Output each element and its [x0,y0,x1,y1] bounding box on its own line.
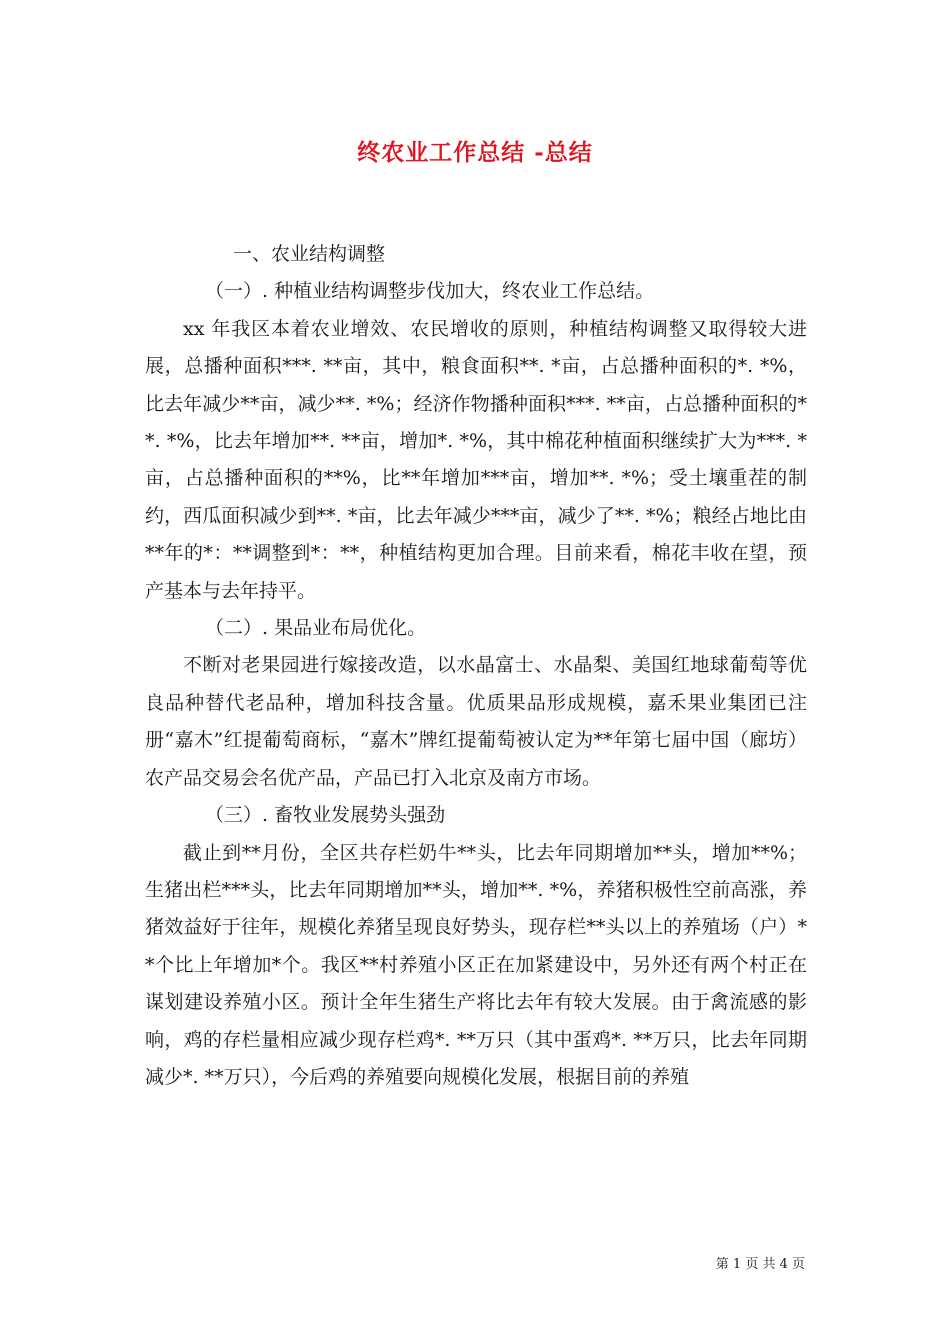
body-paragraph: 不断对老果园进行嫁接改造，以水晶富士、水晶梨、美国红地球葡萄等优良品种替代老品种，增加科技含量。优质果品形成规模，嘉禾果业集团已注册“嘉木”红提葡萄商标，“嘉木”牌红提葡萄被认定为**年第七届中国（廊坊）农产品交易会名优产品，产品已打入北京及南方市场。 [145,654,807,789]
subsection-heading: （三）. 畜牧业发展势头强劲 [205,804,446,827]
body-paragraph: 截止到**月份，全区共存栏奶牛**头，比去年同期增加**头，增加**%；生猪出栏***头，比去年同期增加**头，增加**. *%，养猪积极性空前高涨，养猪效益好于往年，规模化养猪呈现良好势头，现存栏**头以上的养殖场（户）**个比上年增加*个。我区**村养殖小区正在加紧建设中，另外还有两个村正在谋划建设养殖小区。预计全年生猪生产将比去年有较大发展。由于禽流感的影响，鸡的存栏量相应减少现存栏鸡*. **万只（其中蛋鸡*. **万只，比去年同期减少*. **万只），今后鸡的养殖要向规模化发展，根据目前的养殖 [145,841,807,1088]
document-body [145,236,807,1096]
subsection-heading: （二）. 果品业布局优化。 [205,617,427,640]
body-paragraph: xx 年我区本着农业增效、农民增收的原则，种植结构调整又取得较大进展，总播种面积***. **亩，其中，粮食面积**. *亩，占总播种面积的*. *%，比去年减少**亩，减少**. *%；经济作物播种面积***. **亩，占总播种面积的**. *%，比去年增加**. **亩，增加*. *%，其中棉花种植面积继续扩大为***. *亩，占总播种面积的**%，比**年增加***亩，增加**. *%；受土壤重茬的制约，西瓜面积减少到**. *亩，比去年减少***亩，减少了**. *%；粮经占地比由**年的*：**调整到*：**，种植结构更加合理。目前来看，棉花丰收在望，预产基本与去年持平。 [145,317,807,602]
document-title: 终农业工作总结 -总结 [357,139,593,166]
section-heading: 一、农业结构调整 [233,243,386,265]
page-number-footer: 第 1 页 共 4 页 [715,1257,805,1272]
subsection-heading: （一）. 种植业结构调整步伐加大，终农业工作总结。 [205,280,655,303]
